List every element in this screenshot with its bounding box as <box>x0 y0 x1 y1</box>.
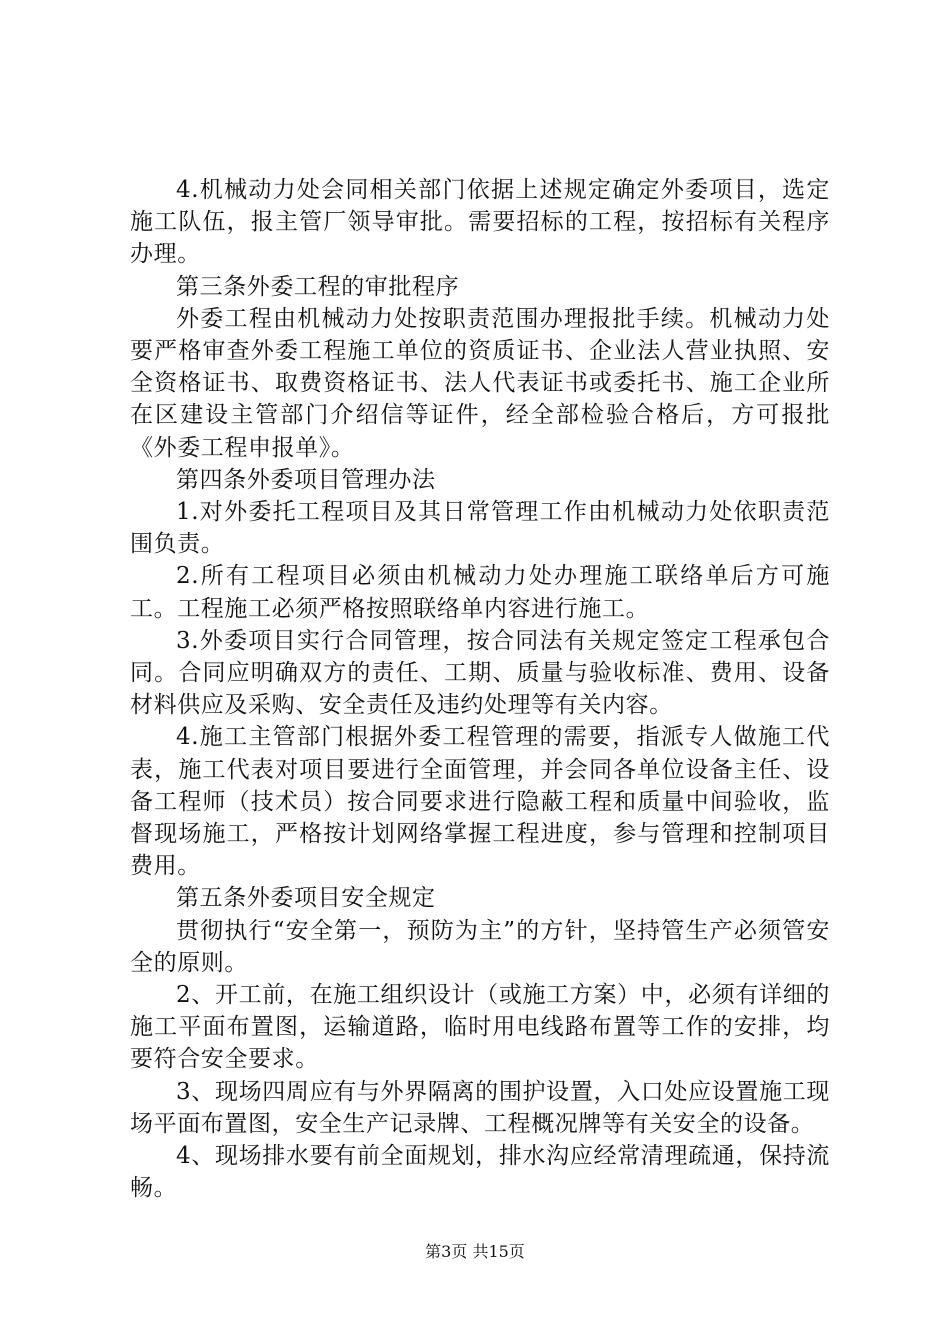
paragraph-safety-item-4: 4、现场排水要有前全面规划，排水沟应经常清理疏通，保持流畅。 <box>130 1143 830 1202</box>
paragraph-management-item-4: 4.施工主管部门根据外委工程管理的需要，指派专人做施工代表，施工代表对项目要进行全面管理，并会同各单位设备主任、设备工程师（技术员）按合同要求进行隐蔽工程和质量中间验收，监督现场施工，严格按计划网络掌握工程进度，参与管理和控制项目费用。 <box>130 724 830 880</box>
paragraph-management-item-1: 1.对外委托工程项目及其日常管理工作由机械动力处依职责范围负责。 <box>130 499 830 558</box>
paragraph-safety-item-3: 3、现场四周应有与外界隔离的围护设置，入口处应设置施工现场平面布置图，安全生产记录牌、工程概况牌等有关安全的设备。 <box>130 1078 830 1137</box>
paragraph-management-item-3: 3.外委项目实行合同管理，按合同法有关规定签定工程承包合同。合同应明确双方的责任、工期、质量与验收标准、费用、设备材料供应及采购、安全责任及违约处理等有关内容。 <box>130 627 830 719</box>
section-heading-article-4: 第四条外委项目管理办法 <box>176 466 436 493</box>
paragraph-management-item-2: 2.所有工程项目必须由机械动力处办理施工联络单后方可施工。工程施工必须严格按照联络单内容进行施工。 <box>130 563 830 622</box>
section-heading-article-5: 第五条外委项目安全规定 <box>176 885 436 912</box>
paragraph-safety-principle: 贯彻执行“安全第一，预防为主”的方针，坚持管生产必须管安全的原则。 <box>130 917 830 976</box>
paragraph-item-4-confirm-projects: 4.机械动力处会同相关部门依据上述规定确定外委项目，选定施工队伍，报主管厂领导审批。需要招标的工程，按招标有关程序办理。 <box>130 177 830 268</box>
document-body <box>130 174 830 1205</box>
paragraph-approval-procedure: 外委工程由机械动力处按职责范围办理报批手续。机械动力处要严格审查外委工程施工单位的资质证书、企业法人营业执照、安全资格证书、取费资格证书、法人代表证书或委托书、施工企业所在区建设主管部门介绍信等证件，经全部检验合格后，方可报批《外委工程申报单》。 <box>130 305 830 461</box>
section-heading-article-3: 第三条外委工程的审批程序 <box>176 273 460 300</box>
page-number-footer: 第3页 共15页 <box>425 1242 525 1261</box>
paragraph-safety-item-2: 2、开工前，在施工组织设计（或施工方案）中，必须有详细的施工平面布置图，运输道路，临时用电线路布置等工作的安排，均要符合安全要求。 <box>130 982 830 1073</box>
